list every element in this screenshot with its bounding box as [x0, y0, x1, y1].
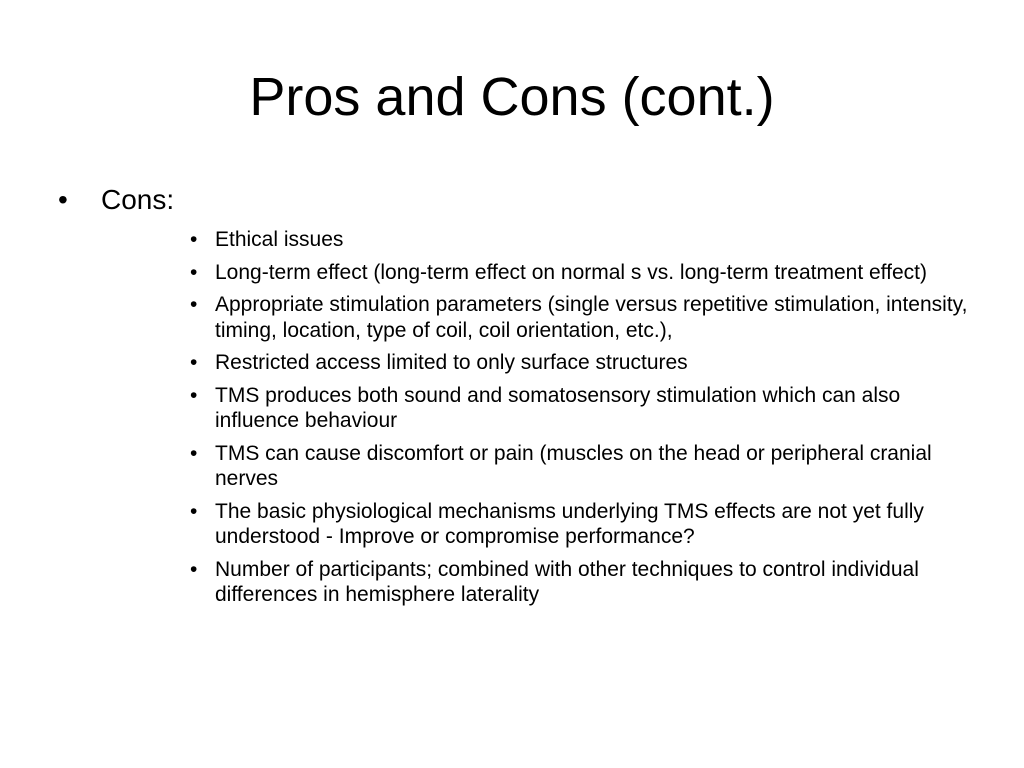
cons-list	[101, 227, 970, 608]
bullet-icon: •	[190, 441, 198, 465]
cons-item-text: Long-term effect (long-term effect on normal s vs. long-term treatment effect)	[215, 260, 927, 284]
cons-item	[190, 499, 970, 550]
bullet-icon: •	[190, 293, 198, 316]
bullet-icon: •	[190, 557, 198, 581]
bullet-icon: •	[190, 499, 198, 523]
cons-item-text: Restricted access limited to only surface structures	[215, 351, 688, 374]
bullet-icon: •	[190, 228, 198, 251]
cons-item-text: TMS can cause discomfort or pain (muscles on the head or peripheral cranial nerves	[215, 441, 932, 490]
cons-item	[190, 441, 970, 492]
slide-title: Pros and Cons (cont.)	[249, 67, 775, 127]
cons-item-text: TMS produces both sound and somatosensory stimulation which can also influence behaviour	[215, 383, 901, 432]
bullet-icon: •	[190, 260, 198, 284]
cons-item	[190, 557, 970, 608]
cons-item	[190, 227, 970, 253]
bullet-icon: •	[190, 383, 198, 407]
bullet-icon: •	[58, 184, 68, 215]
cons-item-text: The basic physiological mechanisms underlying TMS effects are not yet fully understood - Improve or compromise performance?	[215, 499, 924, 548]
cons-item	[190, 383, 970, 434]
cons-item	[190, 350, 970, 376]
cons-item-text: Ethical issues	[215, 228, 344, 251]
cons-item-text: Number of participants; combined with other techniques to control individual differences in hemisphere laterality	[215, 557, 919, 606]
cons-item-text: Appropriate stimulation parameters (single versus repetitive stimulation, intensity, timing, location, type of coil, coil orientation, etc.),	[215, 293, 968, 342]
cons-item	[190, 260, 970, 286]
cons-heading: Cons:	[101, 184, 175, 215]
cons-item	[190, 292, 970, 343]
bullet-list	[58, 181, 968, 615]
cons-section	[58, 181, 968, 608]
bullet-icon: •	[190, 351, 198, 374]
